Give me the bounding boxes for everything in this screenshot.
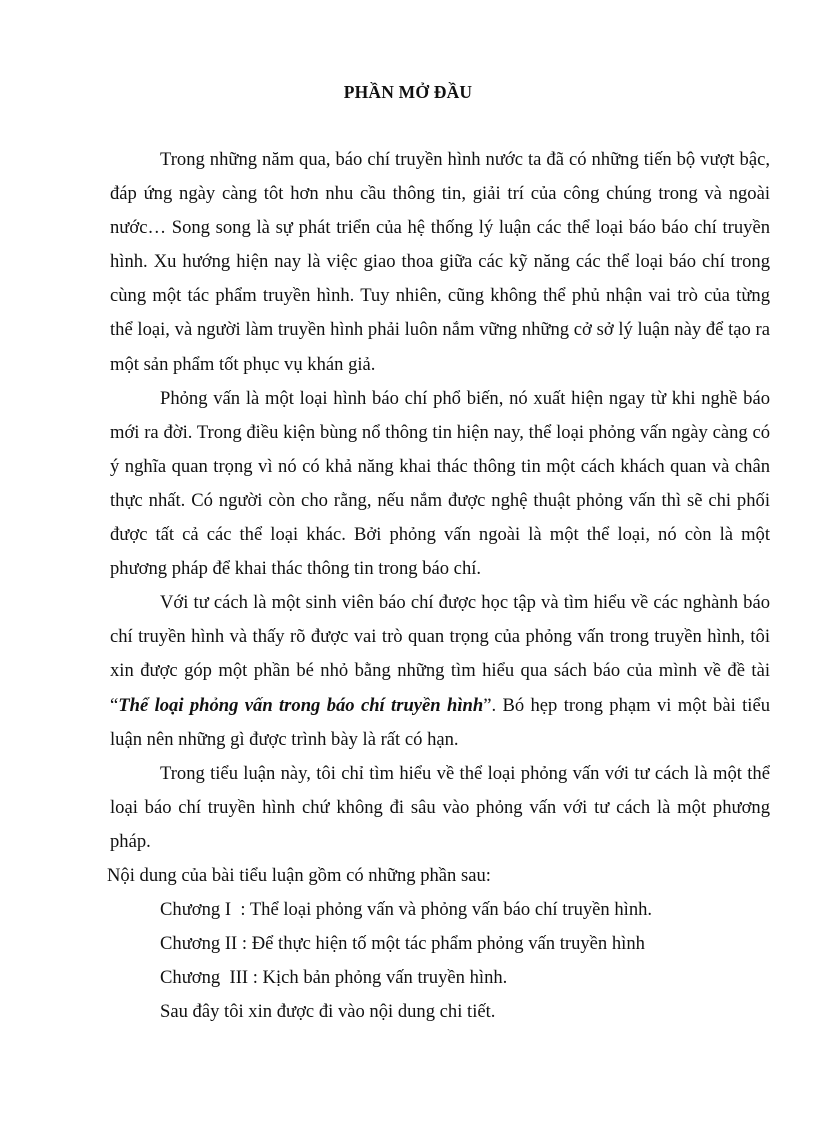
paragraph-scope: Trong tiểu luận này, tôi chỉ tìm hiểu về thể loại phỏng vấn với tư cách là một thể loại báo chí truyền hình chứ không đi sâu vào phỏng vấn với tư cách là một phương pháp. <box>110 762 770 852</box>
topic-text-before: Với tư cách là một sinh viên báo chí được học tập và tìm hiểu về các nghành báo chí truyền hình và thấy rõ được vai trò quan trọng của phỏng vấn trong truyền hình, tôi xin được góp một phần bé nhỏ bằng những tìm hiểu qua sách báo của mình về đề tài “ <box>110 592 770 716</box>
topic-text-after: ”. Bó hẹp trong phạm vi một bài tiểu luận nên những gì được trình bày là rất có hạn. <box>110 694 770 750</box>
paragraph-topic-statement <box>110 586 770 756</box>
chapter-1: Chương I : Thể loại phỏng vấn và phỏng vấn báo chí truyền hình. <box>160 899 653 921</box>
chapter-2: Chương II : Để thực hiện tố một tác phẩm phỏng vấn truyền hình <box>160 933 645 955</box>
closing-line: Sau đây tôi xin được đi vào nội dung chi tiết. <box>160 1001 496 1023</box>
contents-intro: Nội dung của bài tiểu luận gồm có những phần sau: <box>107 864 491 886</box>
page-title: PHẦN MỞ ĐẦU <box>343 82 473 102</box>
paragraph-interview-genre: Phỏng vấn là một loại hình báo chí phổ biến, nó xuất hiện ngay từ khi nghề báo mới ra đời. Trong điều kiện bùng nổ thông tin hiện nay, thể loại phỏng vấn ngày càng có ý nghĩa quan trọng vì nó có khả năng khai thác thông tin một cách khách quan và chân thực nhất. Có người còn cho rằng, nếu nắm được nghệ thuật phỏng vấn thì sẽ chi phối được tất cả các thể loại khác. Bởi phỏng vấn ngoài là một thể loại, nó còn là một phương pháp để khai thác thông tin trong báo chí. <box>110 387 770 580</box>
topic-title-emphasis: Thể loại phỏng vấn trong báo chí truyền hình <box>118 694 484 716</box>
document-body <box>107 143 770 1029</box>
paragraph-intro-television: Trong những năm qua, báo chí truyền hình nước ta đã có những tiến bộ vượt bậc, đáp ứng ngày càng tôt hơn nhu cầu thông tin, giải trí của công chúng trong và ngoài nước… Song song là sự phát triển của hệ thống lý luận các thể loại báo báo chí truyền hình. Xu hướng hiện nay là việc giao thoa giữa các kỹ năng các thể loại báo chí trong cùng một tác phẩm truyền hình. Tuy nhiên, cũng không thể phủ nhận vai trò của từng thể loại, và người làm truyền hình phải luôn nắm vững những cở sở lý luận này để tạo ra một sản phẩm tốt phục vụ khán giả. <box>110 149 770 375</box>
chapter-3: Chương III : Kịch bản phỏng vấn truyền hình. <box>160 967 508 989</box>
